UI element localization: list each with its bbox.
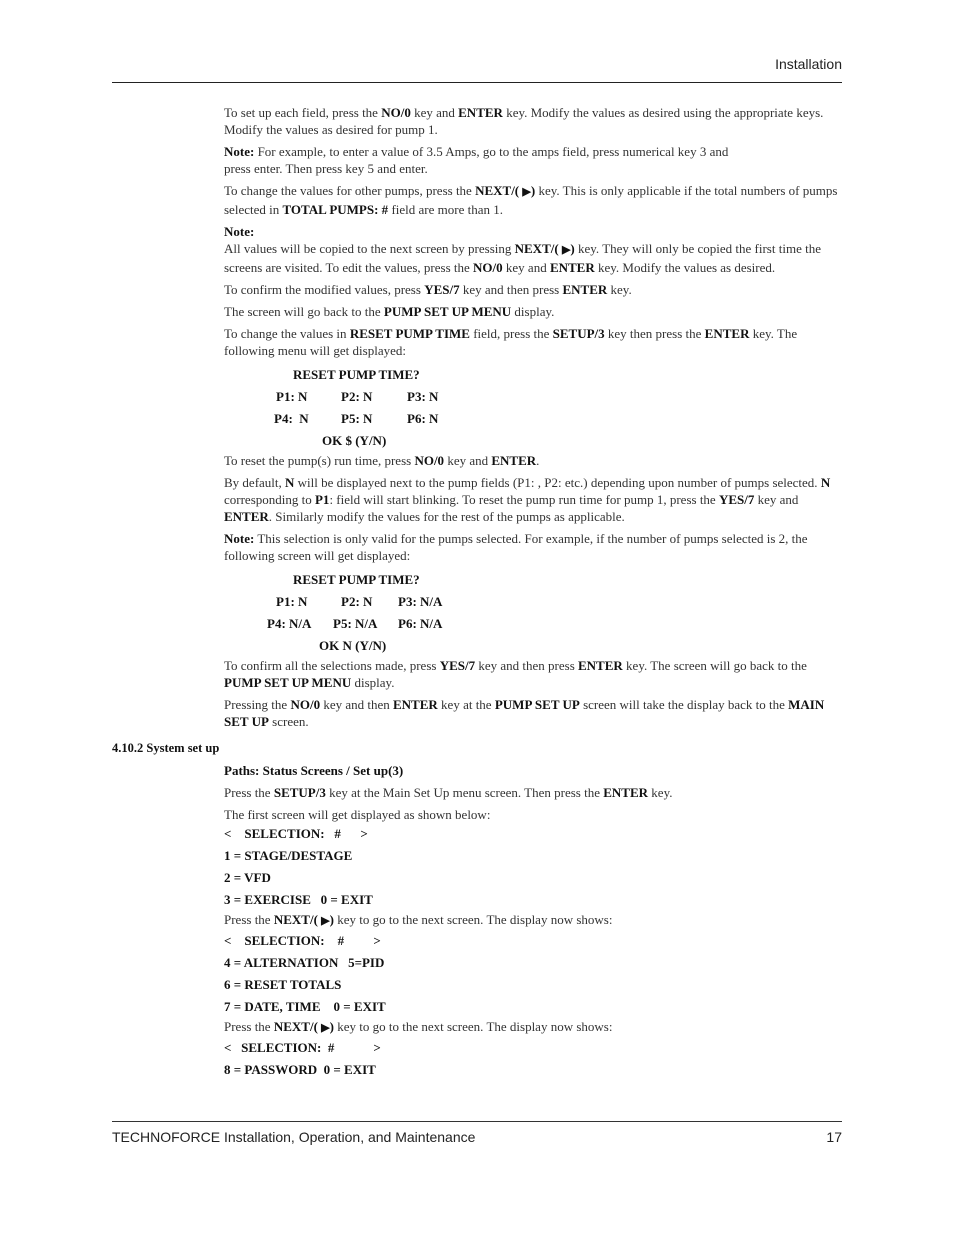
screen-title: RESET PUMP TIME?: [293, 367, 420, 382]
screen-row: P4: N/A P5: N/A P6: N/A: [267, 616, 443, 631]
selection-menu-3: [224, 1037, 842, 1081]
footer-title: TECHNOFORCE Installation, Operation, and Maintenance: [112, 1129, 476, 1145]
screen-row: P1: N P2: N P3: N: [276, 389, 439, 404]
note: Note: This selection is only valid for the pumps selected. For example, if the number of pumps selected is 2, the following screen will get displayed:: [224, 531, 808, 563]
header-rule: [112, 82, 842, 83]
next-arrow-icon: ▶: [321, 915, 330, 927]
menu-line: 4 = ALTERNATION 5=PID: [224, 955, 385, 970]
paragraph: By default, N will be displayed next to the pump fields (P1: , P2: etc.) depending upon number of pumps selected. N corresponding to P1: field will start blinking. To reset the pump run time for pump 1, press the YES/7 key and ENTER. Similarly modify the values for the rest of the pumps as applicable.: [224, 475, 831, 524]
menu-line: 8 = PASSWORD 0 = EXIT: [224, 1062, 376, 1077]
menu-line: < SELECTION: # >: [224, 933, 381, 948]
document-body: [112, 104, 842, 1081]
paths-line: Paths: Status Screens / Set up(3): [224, 763, 404, 778]
reset-pump-time-screen: [224, 569, 842, 657]
section-heading: 4.10.2 System set up: [112, 741, 220, 755]
screen-ok-line: OK N (Y/N): [319, 638, 387, 653]
menu-line: 7 = DATE, TIME 0 = EXIT: [224, 999, 386, 1014]
note: Note: For example, to enter a value of 3.5 Amps, go to the amps field, press numerical key 3 and: [224, 144, 729, 159]
selection-menu-2: [224, 930, 842, 1018]
menu-line: < SELECTION: # >: [224, 1040, 381, 1055]
paragraph: The first screen will get displayed as shown below:: [224, 807, 491, 822]
reset-pump-time-screen: [224, 364, 842, 452]
menu-line: 2 = VFD: [224, 870, 271, 885]
paragraph: Press the SETUP/3 key at the Main Set Up menu screen. Then press the ENTER key.: [224, 785, 673, 800]
menu-line: 1 = STAGE/DESTAGE: [224, 848, 353, 863]
screen-ok-line: OK $ (Y/N): [322, 433, 387, 448]
note-label: Note:: [224, 224, 255, 239]
page-number: 17: [826, 1129, 842, 1145]
paragraph: To change the values for other pumps, press the NEXT/( ▶) key. This is only applicable if the total numbers of pumps selected in TOTAL PUMPS: # field are more than 1.: [224, 183, 838, 217]
menu-line: 6 = RESET TOTALS: [224, 977, 342, 992]
screen-row: P4: N P5: N P6: N: [274, 411, 439, 426]
paragraph: To set up each field, press the NO/0 key and ENTER key. Modify the values as desired using the appropriate keys. Modify the values as desired for pump 1.: [224, 105, 824, 137]
menu-line: 3 = EXERCISE 0 = EXIT: [224, 892, 373, 907]
next-arrow-icon: ▶: [561, 244, 571, 256]
screen-row: P1: N P2: N P3: N/A: [276, 594, 443, 609]
paragraph: To confirm the modified values, press YES/7 key and then press ENTER key.: [224, 282, 632, 297]
paragraph: Pressing the NO/0 key and then ENTER key at the PUMP SET UP screen will take the display back to the MAIN SET UP screen.: [224, 697, 825, 729]
paragraph: The screen will go back to the PUMP SET UP MENU display.: [224, 304, 555, 319]
paragraph: To change the values in RESET PUMP TIME field, press the SETUP/3 key then press the ENTER key. The following menu will get displayed:: [224, 326, 798, 358]
paragraph: Press the NEXT/( ▶) key to go to the next screen. The display now shows:: [224, 912, 613, 927]
page-header-title: Installation: [775, 56, 842, 72]
next-arrow-icon: ▶: [321, 1022, 330, 1034]
paragraph: To reset the pump(s) run time, press NO/0 key and ENTER.: [224, 453, 540, 468]
note: All values will be copied to the next screen by pressing NEXT/( ▶) key. They will only be copied the first time the screens are visited. To edit the values, press the NO/0 key and ENTER key. Modify the values as desired.: [224, 241, 821, 275]
next-arrow-icon: ▶: [522, 186, 531, 198]
screen-title: RESET PUMP TIME?: [293, 572, 420, 587]
menu-line: < SELECTION: # >: [224, 826, 368, 841]
paragraph: Press the NEXT/( ▶) key to go to the next screen. The display now shows:: [224, 1019, 613, 1034]
paragraph: To confirm all the selections made, press YES/7 key and then press ENTER key. The screen will go back to the PUMP SET UP MENU display.: [224, 658, 807, 690]
note-continued: press enter. Then press key 5 and enter.: [224, 161, 428, 176]
footer-rule: [112, 1121, 842, 1122]
selection-menu-1: [224, 823, 842, 911]
